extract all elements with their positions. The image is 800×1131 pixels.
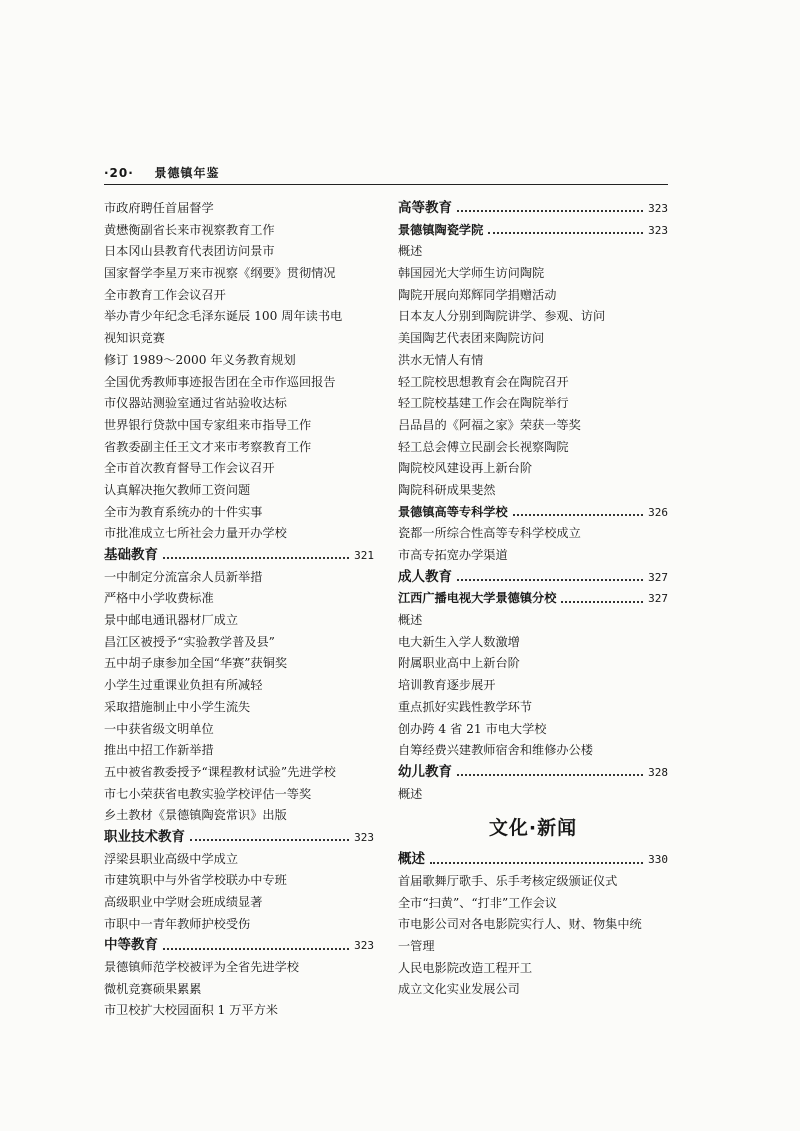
toc-entry: 首届歌舞厅歌手、乐手考核定级颁证仪式: [398, 873, 618, 888]
section-title: 概述: [398, 851, 425, 868]
toc-entry: 全市为教育系统办的十件实事: [104, 504, 263, 519]
section-heading: [104, 935, 374, 957]
section-page-number: 326: [648, 505, 668, 519]
page-number: ·20·: [104, 166, 134, 180]
toc-entry: 一中获省级文明单位: [104, 721, 214, 736]
dot-leader: [430, 861, 643, 864]
dot-leader: [457, 773, 643, 776]
section-title: 基础教育: [104, 547, 158, 563]
section-title: 中等教育: [104, 937, 158, 954]
subsection-heading: [398, 502, 668, 524]
toc-entry: 小学生过重课业负担有所减轻: [104, 678, 263, 693]
toc-entry: 概述: [398, 786, 423, 801]
toc-entry: 瓷都一所综合性高等专科学校成立: [398, 526, 581, 541]
toc-entry: 市仪器站测验室通过省站验收达标: [104, 396, 287, 411]
toc-entry: 省教委副主任王文才来市考察教育工作: [104, 439, 312, 454]
book-title: 景德镇年鉴: [154, 166, 220, 180]
toc-entry: 创办跨 4 省 21 市电大学校: [398, 721, 547, 736]
toc-entry: 全市首次教育督导工作会议召开: [104, 461, 275, 476]
toc-entry: 陶院校风建设再上新台阶: [398, 461, 533, 476]
toc-left-column: [104, 198, 374, 1022]
section-page-number: 323: [648, 223, 668, 237]
toc-entry: 概述: [398, 613, 423, 628]
toc-entry: 全市教育工作会议召开: [104, 287, 226, 302]
toc-right-column: [398, 198, 668, 1001]
toc-entry: 成立文化实业发展公司: [398, 982, 520, 997]
toc-entry: 全市“扫黄”、“打非”工作会议: [398, 895, 557, 910]
toc-entry: 举办青少年纪念毛泽东诞辰 100 周年读书电: [104, 309, 343, 324]
dot-leader: [163, 947, 349, 950]
toc-entry: 全国优秀教师事迹报告团在全市作巡回报告: [104, 374, 336, 389]
chapter-heading: 文化·新闻: [488, 817, 578, 840]
toc-entry: 自筹经费兴建教师宿舍和维修办公楼: [398, 743, 593, 758]
toc-entry: 采取措施制止中小学生流失: [104, 699, 251, 714]
toc-entry: 陶院科研成果斐然: [398, 482, 496, 497]
toc-entry: 微机竞赛硕果累累: [104, 981, 202, 996]
toc-entry: 国家督学李星万来市视察《纲要》贯彻情况: [104, 266, 336, 281]
dot-leader: [163, 556, 349, 559]
section-heading: [398, 567, 668, 589]
toc-entry: 日本友人分别到陶院讲学、参观、访问: [398, 309, 606, 324]
section-page-number: 323: [648, 202, 668, 215]
dot-leader: [457, 578, 643, 581]
running-header: [104, 160, 668, 186]
toc-entry: 市建筑职中与外省学校联办中专班: [104, 873, 287, 888]
toc-entry: 五中被省教委授予“课程教材试验”先进学校: [104, 764, 336, 779]
section-title: 景德镇高等专科学校: [398, 504, 508, 519]
dot-leader: [190, 838, 349, 841]
section-title: 成人教育: [398, 568, 452, 585]
header-text: [104, 164, 220, 181]
toc-entry: 严格中小学收费标准: [104, 591, 214, 606]
section-page-number: 328: [648, 765, 668, 779]
toc-entry: 重点抓好实践性教学环节: [398, 699, 533, 714]
toc-entry: 推出中招工作新举措: [104, 743, 214, 758]
toc-entry: 市职中一青年教师护校受伤: [104, 916, 251, 931]
toc-entry: 培训教育逐步展开: [398, 678, 496, 693]
section-title: 景德镇陶瓷学院: [398, 222, 484, 237]
toc-entry: 市卫校扩大校园面积 1 万平方米: [104, 1003, 278, 1018]
toc-entry: 市高专拓宽办学渠道: [398, 548, 508, 562]
toc-entry: 浮梁县职业高级中学成立: [104, 851, 239, 866]
section-title: 高等教育: [398, 200, 452, 216]
section-heading: [398, 849, 668, 871]
toc-entry: 市七小荣获省电教实验学校评估一等奖: [104, 786, 312, 801]
section-page-number: 330: [648, 853, 668, 867]
dot-leader: [513, 513, 643, 516]
toc-entry: 高级职业中学财会班成绩显著: [104, 895, 263, 909]
toc-entry: 景中邮电通讯器材厂成立: [104, 613, 239, 628]
toc-entry: 昌江区被授予“实验教学普及县”: [104, 634, 275, 649]
section-title: 幼儿教育: [398, 763, 452, 780]
toc-entry: 市政府聘任首届督学: [104, 201, 214, 215]
section-heading: [104, 827, 374, 849]
toc-entry: 电大新生入学人数激增: [398, 634, 520, 649]
toc-entry: 世界银行贷款中国专家组来市指导工作: [104, 417, 312, 432]
section-heading: [398, 198, 668, 220]
toc-entry: 美国陶艺代表团来陶院访问: [398, 331, 545, 346]
toc-entry: 认真解决拖欠教师工资问题: [104, 482, 251, 497]
toc-entry: 市批准成立七所社会力量开办学校: [104, 526, 287, 541]
subsection-heading: [398, 220, 668, 242]
toc-entry: 市电影公司对各电影院实行人、财、物集中统: [398, 917, 642, 932]
toc-entry: 陶院开展向郑辉同学捐赠活动: [398, 287, 557, 302]
toc-entry: 乡土教材《景德镇陶瓷常识》出版: [104, 808, 287, 823]
section-title: 江西广播电视大学景德镇分校: [398, 591, 557, 606]
dot-leader: [561, 600, 643, 603]
section-page-number: 323: [354, 830, 374, 844]
toc-entry: 轻工总会傅立民副会长视察陶院: [398, 439, 569, 454]
toc-entry: 轻工院校思想教育会在陶院召开: [398, 374, 569, 389]
toc-entry: 洪水无情人有情: [398, 352, 484, 367]
section-heading: [104, 545, 374, 567]
toc-entry: 概述: [398, 244, 423, 259]
toc-entry: 附属职业高中上新台阶: [398, 656, 520, 671]
toc-entry: 一管理: [398, 939, 435, 953]
toc-entry: 景德镇师范学校被评为全省先进学校: [104, 960, 299, 975]
toc-entry: 日本冈山县教育代表团访问景市: [104, 244, 275, 259]
toc-entry: 视知识竞赛: [104, 331, 165, 346]
dot-leader: [488, 231, 643, 234]
toc-entry: 轻工院校基建工作会在陶院举行: [398, 396, 569, 411]
toc-entry: 一中制定分流富余人员新举措: [104, 569, 263, 584]
section-page-number: 327: [648, 570, 668, 584]
toc-entry: 韩国园光大学师生访问陶院: [398, 266, 545, 281]
section-page-number: 327: [648, 592, 668, 606]
toc-entry: 修订 1989～2000 年义务教育规划: [104, 352, 296, 367]
section-heading: [398, 762, 668, 784]
section-page-number: 323: [354, 939, 374, 953]
subsection-heading: [398, 588, 668, 610]
section-title: 职业技术教育: [104, 828, 185, 845]
header-rule: [104, 184, 668, 185]
toc-entry: 黄懋衡副省长来市视察教育工作: [104, 222, 275, 237]
toc-entry: 人民电影院改造工程开工: [398, 960, 533, 975]
toc-entry: 五中胡子康参加全国“华赛”获铜奖: [104, 656, 288, 671]
section-page-number: 321: [354, 549, 374, 562]
toc-entry: 吕品昌的《阿福之家》荣获一等奖: [398, 417, 581, 432]
dot-leader: [457, 209, 643, 212]
